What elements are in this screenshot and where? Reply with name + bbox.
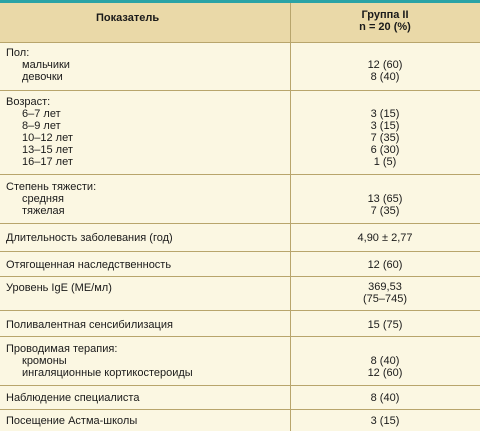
row-value-cell [290, 281, 480, 305]
row-sublabel: ингаляционные кортикостероиды [22, 367, 193, 379]
row-label: Возраст: [6, 96, 51, 108]
row-label: Уровень IgE (МЕ/мл) [6, 282, 112, 294]
row-sublabel: тяжелая [22, 205, 65, 217]
row-label: Степень тяжести: [6, 181, 97, 193]
row-value-cell [290, 59, 480, 83]
table-row [0, 277, 480, 311]
row-label-cell [6, 47, 290, 83]
row-label: Пол: [6, 47, 30, 59]
row-sublabel: кромоны [22, 355, 67, 367]
row-sublabel: 8–9 лет [22, 120, 61, 132]
row-value: 1 (5) [373, 156, 397, 168]
table-row [0, 386, 480, 410]
row-label: Отягощенная наследственность [6, 259, 172, 271]
row-sublabel: 16–17 лет [22, 156, 73, 168]
row-value: 3 (15) [370, 108, 400, 120]
row-value: 15 (75) [367, 319, 403, 331]
table-row [0, 311, 480, 337]
row-label-cell [6, 96, 290, 168]
row-value-cell [290, 108, 480, 168]
row-value: 7 (35) [370, 205, 400, 217]
row-value: 7 (35) [370, 132, 400, 144]
table-row [0, 91, 480, 175]
table-row [0, 224, 480, 252]
row-value-cell [290, 193, 480, 217]
row-value: 6 (30) [370, 144, 400, 156]
row-sublabel: девочки [22, 71, 63, 83]
row-value-cell [290, 355, 480, 379]
header-indicator: Показатель [96, 12, 160, 24]
row-sublabel: средняя [22, 193, 64, 205]
row-value: 8 (40) [370, 355, 400, 367]
table-row [0, 337, 480, 386]
header-group-n: n = 20 (%) [359, 21, 411, 33]
row-value: 3 (15) [370, 120, 400, 132]
row-label: Поливалентная сенсибилизация [6, 319, 173, 331]
row-value: 369,53 [368, 281, 402, 293]
row-value: 12 (60) [367, 259, 403, 271]
table-header [0, 3, 480, 43]
header-group [290, 8, 480, 32]
row-value: 3 (15) [370, 415, 400, 427]
row-sublabel: мальчики [22, 59, 70, 71]
row-value: 8 (40) [370, 71, 400, 83]
row-sublabel: 10–12 лет [22, 132, 73, 144]
row-label-cell [6, 343, 290, 379]
row-label: Посещение Астма-школы [6, 415, 138, 427]
row-value-range: (75–745) [362, 293, 408, 305]
row-sublabel: 6–7 лет [22, 108, 61, 120]
row-value: 12 (60) [367, 367, 403, 379]
row-label-cell [6, 181, 290, 217]
row-value: 12 (60) [367, 59, 403, 71]
table-row [0, 252, 480, 277]
row-label: Наблюдение специалиста [6, 392, 140, 404]
row-label: Длительность заболевания (год) [6, 232, 173, 244]
row-value: 13 (65) [367, 193, 403, 205]
table-row [0, 410, 480, 431]
table-row [0, 175, 480, 224]
table-row [0, 43, 480, 91]
row-value: 4,90 ± 2,77 [357, 232, 413, 244]
header-group-title: Группа II [361, 9, 409, 21]
row-value: 8 (40) [370, 392, 400, 404]
row-label: Проводимая терапия: [6, 343, 118, 355]
row-sublabel: 13–15 лет [22, 144, 73, 156]
